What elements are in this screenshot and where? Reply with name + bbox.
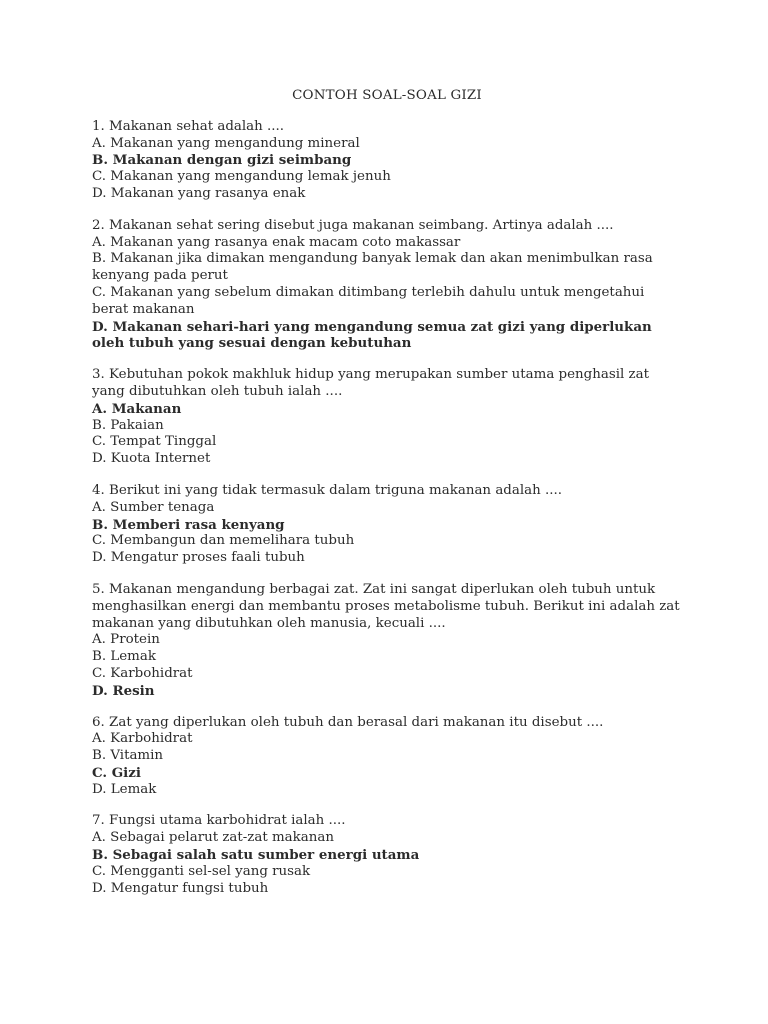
- question-text: 2. Makanan sehat sering disebut juga makanan seimbang. Artinya adalah ....: [92, 217, 614, 233]
- answer-option-d-correct: D. Makanan sehari-hari yang mengandung semua zat gizi yang diperlukan oleh tubuh yang sesuai dengan kebutuhan: [92, 318, 652, 352]
- question-6: [92, 715, 682, 799]
- document-body: [92, 88, 682, 912]
- answer-option-d-correct: D. Resin: [92, 682, 155, 699]
- answer-option-c: C. Membangun dan memelihara tubuh: [92, 533, 355, 549]
- answer-option-c: C. Tempat Tinggal: [92, 434, 217, 450]
- answer-option-c: C. Mengganti sel-sel yang rusak: [92, 863, 311, 879]
- answer-option-c: C. Karbohidrat: [92, 665, 193, 681]
- answer-option-a: A. Makanan yang mengandung mineral: [92, 135, 360, 151]
- question-text: 6. Zat yang diperlukan oleh tubuh dan berasal dari makanan itu disebut ....: [92, 714, 604, 730]
- answer-option-a: A. Makanan yang rasanya enak macam coto makassar: [92, 234, 461, 250]
- answer-option-d: D. Mengatur proses faali tubuh: [92, 550, 305, 566]
- answer-option-d: D. Makanan yang rasanya enak: [92, 185, 306, 201]
- answer-option-b: B. Makanan jika dimakan mengandung banyak lemak dan akan menimbulkan rasa kenyang pada perut: [92, 251, 653, 284]
- question-2: [92, 218, 682, 352]
- answer-option-c: C. Makanan yang sebelum dimakan ditimbang terlebih dahulu untuk mengetahui berat makanan: [92, 284, 645, 317]
- answer-option-d: D. Lemak: [92, 781, 157, 797]
- answer-option-b: B. Vitamin: [92, 748, 164, 764]
- answer-option-b: B. Lemak: [92, 649, 156, 665]
- document-title: CONTOH SOAL-SOAL GIZI: [292, 88, 482, 103]
- answer-option-a: A. Protein: [92, 632, 160, 648]
- question-7: [92, 813, 682, 897]
- question-text: 7. Fungsi utama karbohidrat ialah ....: [92, 813, 346, 829]
- answer-option-b: B. Pakaian: [92, 417, 164, 433]
- answer-option-d: D. Kuota Internet: [92, 451, 211, 467]
- answer-option-b-correct: B. Makanan dengan gizi seimbang: [92, 152, 352, 169]
- question-1: [92, 119, 682, 203]
- answer-option-a-correct: A. Makanan: [92, 400, 182, 417]
- question-text: 4. Berikut ini yang tidak termasuk dalam triguna makanan adalah ....: [92, 482, 563, 498]
- answer-option-a: A. Sebagai pelarut zat-zat makanan: [92, 830, 334, 846]
- answer-option-b-correct: B. Memberi rasa kenyang: [92, 516, 285, 533]
- answer-option-a: A. Sumber tenaga: [92, 499, 215, 515]
- question-5: [92, 582, 682, 700]
- question-text: 1. Makanan sehat adalah ....: [92, 118, 285, 134]
- answer-option-c: C. Makanan yang mengandung lemak jenuh: [92, 169, 391, 185]
- answer-option-c-correct: C. Gizi: [92, 764, 141, 781]
- answer-option-a: A. Karbohidrat: [92, 731, 193, 747]
- question-4: [92, 483, 682, 567]
- question-3: [92, 367, 682, 468]
- question-text: 3. Kebutuhan pokok makhluk hidup yang merupakan sumber utama penghasil zat yang dibutuhkan oleh tubuh ialah ....: [92, 367, 649, 399]
- answer-option-b-correct: B. Sebagai salah satu sumber energi utama: [92, 847, 420, 864]
- answer-option-d: D. Mengatur fungsi tubuh: [92, 880, 269, 896]
- question-text: 5. Makanan mengandung berbagai zat. Zat ini sangat diperlukan oleh tubuh untuk menghasilkan energi dan membantu proses metabolisme tubuh. Berikut ini adalah zat makanan yang dibutuhkan oleh manusia, kecuali ....: [92, 581, 680, 631]
